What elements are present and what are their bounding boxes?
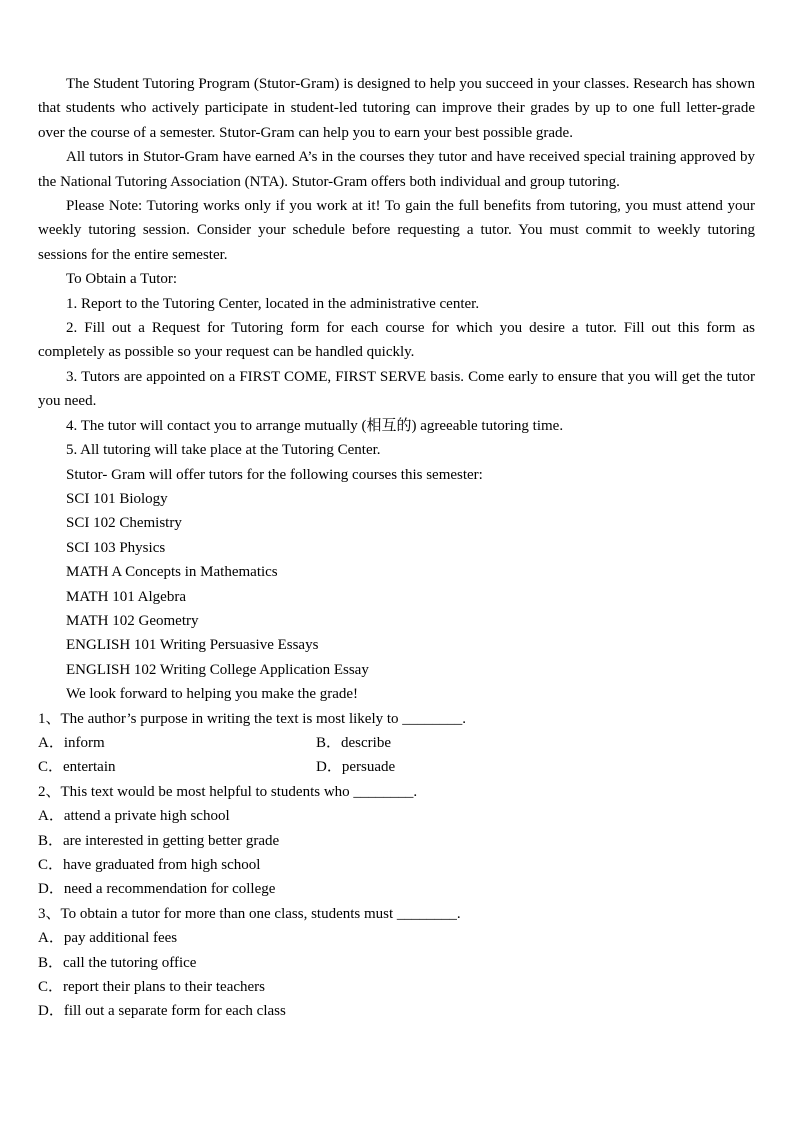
option-label: B． xyxy=(316,734,342,751)
option-a xyxy=(38,804,755,828)
question-1-options xyxy=(38,731,755,780)
question-3 xyxy=(38,902,755,1024)
passage-course-item: MATH 101 Algebra xyxy=(66,588,186,605)
option-b xyxy=(38,951,755,975)
option-d xyxy=(316,755,755,779)
question-1 xyxy=(38,707,755,780)
option-text: report their plans to their teachers xyxy=(63,979,266,996)
option-text: are interested in getting better grade xyxy=(63,832,280,849)
option-text: have graduated from high school xyxy=(63,857,261,873)
option-text: attend a private high school xyxy=(63,808,230,825)
question-number: 2、 xyxy=(38,783,61,800)
passage-paragraph: We look forward to helping you make the grade! xyxy=(66,686,359,703)
option-label: A． xyxy=(38,930,64,947)
passage-paragraph: To Obtain a Tutor: xyxy=(66,271,178,288)
option-b xyxy=(38,829,755,853)
passage-paragraph: All tutors in Stutor-Gram have earned A’s in the courses they tutor and have received special training approved by the National Tutoring Association (NTA). Stutor-Gram offers both individual and group tutoring. xyxy=(38,149,755,190)
question-number: 1、 xyxy=(38,710,61,727)
option-text: persuade xyxy=(341,759,396,776)
option-text: call the tutoring office xyxy=(63,954,197,971)
option-c xyxy=(38,853,755,877)
option-label: B． xyxy=(38,832,64,849)
passage-course-item: MATH 102 Geometry xyxy=(66,612,199,629)
option-text: need a recommendation for college xyxy=(63,881,276,898)
passage-course-item: SCI 102 Chemistry xyxy=(66,515,182,532)
passage-paragraph: 5. All tutoring will take place at the Tutoring Center. xyxy=(66,442,381,459)
option-d xyxy=(38,999,755,1023)
reading-passage xyxy=(38,72,755,707)
option-label: C． xyxy=(38,759,64,776)
question-3-options xyxy=(38,926,755,1024)
option-label: C． xyxy=(38,857,64,873)
question-2-options xyxy=(38,804,755,902)
passage-paragraph: 4. The tutor will contact you to arrange mutually (相互的) agreeable tutoring time. xyxy=(66,417,564,434)
passage-paragraph: Stutor- Gram will offer tutors for the following courses this semester: xyxy=(66,466,483,483)
question-text: The author’s purpose in writing the text is most likely to ________. xyxy=(60,710,467,727)
option-label: A． xyxy=(38,734,64,751)
passage-course-item: ENGLISH 101 Writing Persuasive Essays xyxy=(66,637,319,654)
question-number: 3、 xyxy=(38,905,61,922)
option-d xyxy=(38,877,755,901)
question-2-stem xyxy=(38,780,755,804)
option-c xyxy=(38,975,755,999)
passage-paragraph: Please Note: Tutoring works only if you work at it! To gain the full benefits from tutoring, you must attend your weekly tutoring session. Consider your schedule before requesting a tutor. You must commit to weekly tutoring sessions for the entire semester. xyxy=(38,198,755,263)
option-label: D． xyxy=(38,881,64,898)
option-label: B． xyxy=(38,954,64,971)
option-label: C． xyxy=(38,979,64,996)
option-label: A． xyxy=(38,808,64,825)
option-c xyxy=(38,755,316,779)
option-b xyxy=(316,731,755,755)
option-text: entertain xyxy=(63,759,116,776)
passage-paragraph: The Student Tutoring Program (Stutor-Gram) is designed to help you succeed in your classes. Research has shown that students who actively participate in student-led tutoring can improve their grades by up to one full letter-grade over the course of a semester. Stutor-Gram can help you to earn your best possible grade. xyxy=(38,76,755,141)
question-text: This text would be most helpful to students who ________. xyxy=(60,783,418,800)
question-text: To obtain a tutor for more than one class, students must ________. xyxy=(60,905,461,922)
question-3-stem xyxy=(38,902,755,926)
question-2 xyxy=(38,780,755,902)
option-text: fill out a separate form for each class xyxy=(63,1003,286,1020)
passage-paragraph: 3. Tutors are appointed on a FIRST COME, FIRST SERVE basis. Come early to ensure that you will get the tutor you need. xyxy=(38,368,755,410)
option-text: describe xyxy=(341,734,391,751)
option-a xyxy=(38,926,755,950)
option-label: D． xyxy=(38,1003,64,1020)
passage-course-item: SCI 101 Biology xyxy=(66,490,168,507)
option-text: pay additional fees xyxy=(63,930,178,947)
passage-paragraph: 2. Fill out a Request for Tutoring form for each course for which you desire a tutor. Fill out this form as completely as possible so your request can be handled quickly. xyxy=(38,320,755,361)
passage-course-item: MATH A Concepts in Mathematics xyxy=(66,564,278,581)
passage-course-item: SCI 103 Physics xyxy=(66,539,166,556)
passage-paragraph: 1. Report to the Tutoring Center, located in the administrative center. xyxy=(66,295,480,312)
option-label: D． xyxy=(316,759,342,776)
question-1-stem xyxy=(38,707,755,731)
option-a xyxy=(38,731,316,755)
option-text: inform xyxy=(63,734,105,751)
passage-course-item: ENGLISH 102 Writing College Application Essay xyxy=(66,661,369,678)
